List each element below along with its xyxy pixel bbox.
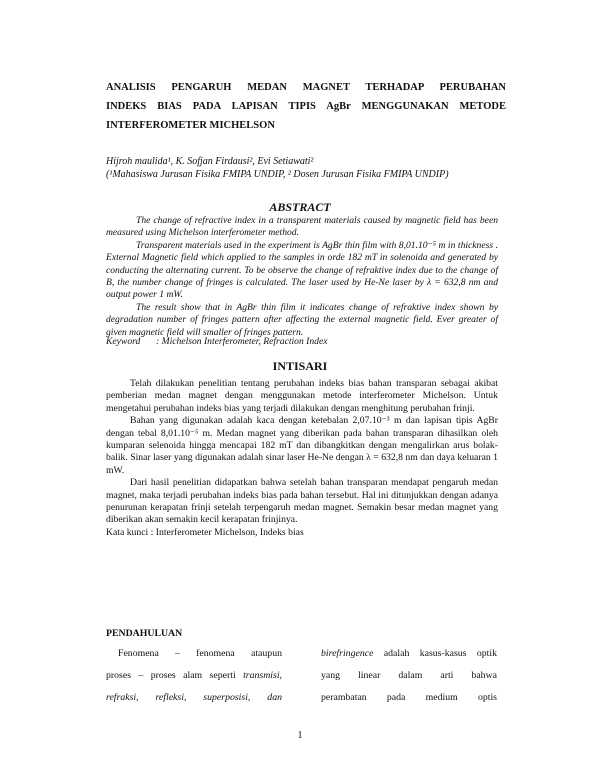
body-text: adalah kasus-kasus optik	[373, 648, 497, 659]
title-line-1: ANALISIS PENGARUH MEDAN MAGNET TERHADAP PERUBAHAN	[106, 82, 506, 93]
authors-block	[106, 155, 449, 181]
keyword-line	[106, 336, 327, 347]
body-text-italic: birefringence	[321, 648, 374, 659]
pendahuluan-column-left	[106, 643, 282, 709]
body-line: perambatan pada medium optis	[321, 692, 497, 703]
abstract-paragraph: The result show that in AgBr thin film it indicates change of refraktive index shown by degradation number of fringes pattern after affecting the external magnetic field. Ever greater of given magnetic field will smaller of fringes pattern.	[106, 301, 498, 338]
keyword-label: Keyword	[106, 336, 141, 347]
intisari-body	[106, 378, 498, 539]
intisari-paragraph: Bahan yang digunakan adalah kaca dengan ketebalan 2,07.10⁻³ m dan lapisan tipis AgBr dengan tebal 8,01.10⁻⁵ m. Medan magnet yang diberikan pada bahan transparan dihasilkan oleh kumparan selenoida hingga mencapai 182 mT dan dibangkitkan dengan mengalirkan arus bolak-balik. Sinar laser yang digunakan adalah sinar laser He-Ne dengan λ = 632,8 nm dan daya keluaran 1 mW.	[106, 415, 498, 476]
pendahuluan-heading: PENDAHULUAN	[106, 628, 183, 639]
body-line	[106, 665, 282, 687]
body-text-italic: transmisi,	[243, 670, 282, 681]
body-line	[321, 643, 497, 665]
body-line: yang linear dalam arti bahwa	[321, 670, 497, 681]
body-line: Fenomena – fenomena ataupun	[118, 648, 282, 659]
abstract-body	[106, 215, 498, 339]
abstract-paragraph: The change of refractive index in a transparent materials caused by magnetic field has been measured using Michelson interferometer method.	[106, 215, 498, 239]
body-line: refraksi, refleksi, superposisi, dan	[106, 692, 282, 703]
page-number: 1	[297, 730, 303, 741]
author-names: Hijroh maulida¹, K. Sofjan Firdausi², Evi Setiawati²	[106, 156, 314, 167]
pendahuluan-column-right	[321, 643, 497, 709]
intisari-paragraph: Dari hasil penelitian didapatkan bahwa setelah bahan transparan mendapat pengaruh medan magnet, maka terjadi perubahan indeks bias pada bahan tersebut. Hal ini ditunjukkan dengan adanya penurunan kerapatan frinji setelah terpengaruh medan magnet. Semakin besar medan magnet yang diberikan akan semakin kecil kerapatan frinjinya.	[106, 477, 498, 526]
keyword-text: : Michelson Interferometer, Refraction Index	[156, 336, 328, 347]
intisari-heading: INTISARI	[272, 359, 328, 373]
abstract-heading: ABSTRACT	[269, 200, 331, 214]
paper-title	[106, 78, 506, 135]
intisari-paragraph: Telah dilakukan penelitian tentang perubahan indeks bias bahan transparan sebagai akibat pemberian medan magnet dengan menggunakan metode interferometer Michelson. Untuk mengetahui perubahan indeks bias yang terjadi dilakukan dengan menghitung perubahan frinji.	[106, 378, 498, 414]
kata-kunci: Kata kunci : Interferometer Michelson, Indeks bias	[106, 526, 304, 538]
body-text: proses – proses alam seperti	[106, 670, 244, 681]
title-line-2: INDEKS BIAS PADA LAPISAN TIPIS AgBr MENGGUNAKAN METODE	[106, 101, 506, 112]
title-line-3: INTERFEROMETER MICHELSON	[106, 120, 275, 131]
author-affiliation: (¹Mahasiswa Jurusan Fisika FMIPA UNDIP, ² Dosen Jurusan Fisika FMIPA UNDIP)	[106, 169, 449, 180]
abstract-paragraph: Transparent materials used in the experiment is AgBr thin film with 8,01.10⁻⁵ m in thickness . External Magnetic field which applied to the samples in orde 182 mT in solenoida and generated by conducting the alternating current. To be observe the change of refraktive index due to the change of B, the number change of fringes is calculated. The laser used by He-Ne laser by λ = 632,8 nm and output power 1 mW.	[106, 239, 498, 301]
